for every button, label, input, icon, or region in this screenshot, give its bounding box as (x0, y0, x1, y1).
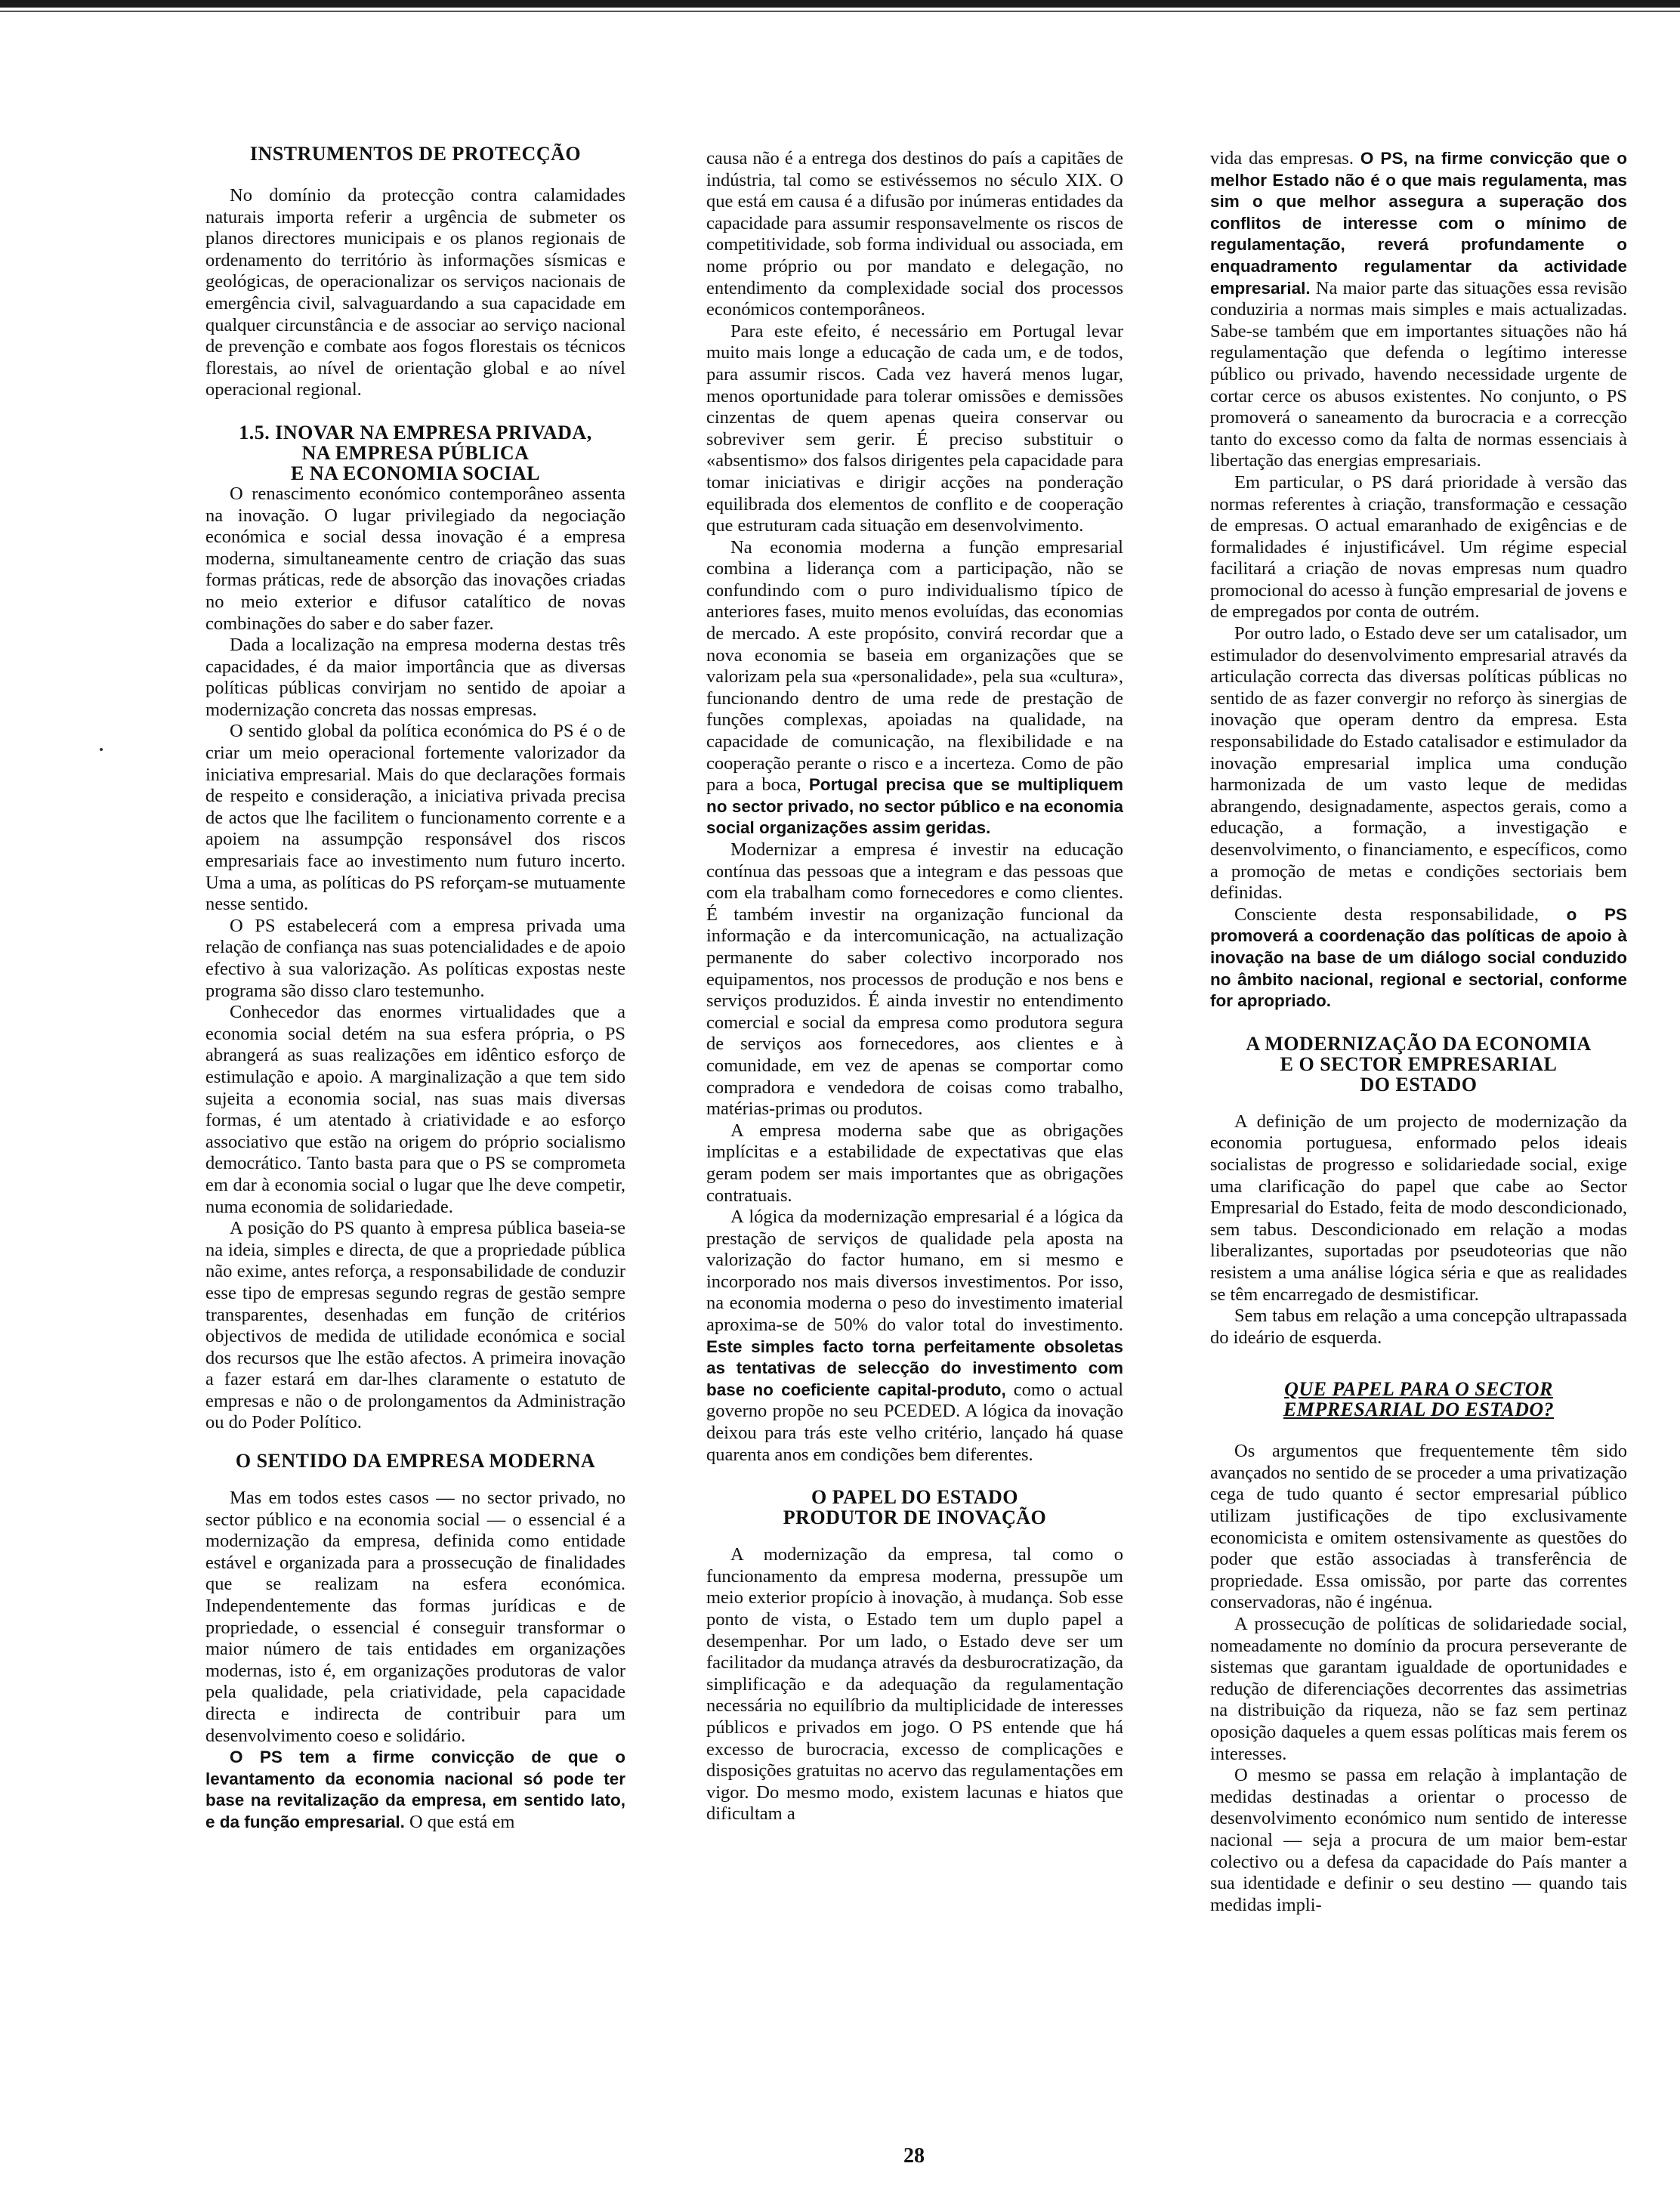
bold-text: o PS promoverá a coordenação das políticas de apoio à inovação na base de um diálogo social conduzido no âmbito nacional, regional e sectorial, conforme for apropriado. (1210, 904, 1627, 1011)
heading-papel-estado-line1: O PAPEL DO ESTADO (811, 1486, 1019, 1509)
paragraph: No domínio da protecção contra calamidades naturais importa referir a urgência de submeter os planos directores municipais e os planos regionais de ordenamento do território às informações sísmicas e geológicas, de operacionalizar os serviços nacionais de emergência civil, salvaguardando a sua capacidade em qualquer circunstância e de associar ao serviço nacional de prevenção e combate aos fogos florestais os técnicos florestais, ao nível de orientação global e ao nível operacional regional. (205, 185, 625, 400)
heading-instrumentos: INSTRUMENTOS DE PROTECÇÃO (249, 144, 582, 165)
heading-inovar-line3: E NA ECONOMIA SOCIAL (291, 462, 540, 484)
heading-papel-estado-line2: PRODUTOR DE INOVAÇÃO (783, 1507, 1047, 1529)
top-border (0, 0, 1680, 8)
heading-modernizacao-line2: E O SECTOR EMPRESARIAL (1280, 1052, 1558, 1075)
text: A lógica da modernização empresarial é a lógica da prestação de serviços de qualidade pela aposta na valorização do factor humano, em si mesmo e incorporado nos mais diversos investimentos. Por isso, na economia moderna o peso do investimento imaterial aproxima-se de 50% do valor total do investimento. (706, 1207, 1123, 1336)
text: vida das empresas. (1210, 148, 1360, 168)
heading-modernizacao-line3: DO ESTADO (1360, 1073, 1478, 1096)
paragraph (1210, 148, 1627, 472)
text: Na maior parte das situações essa revisão conduziria a normas mais simples e mais actualizadas. Sabe-se também que em importantes situações não há regulamentação que defenda o legítimo interesse público ou privado, havendo necessidade urgente de cortar cerce os abusos existentes. No conjunto, o PS promoverá o saneamento da burocracia e a correcção tanto do excesso como da falta de normas essenciais à libertação das energias empresariais. (1210, 277, 1627, 471)
page-number: 28 (903, 2144, 925, 2168)
bold-text: Este simples facto torna perfeitamente obsoletas as tentativas de selecção do investimento com base no coeficiente capital-produto, (706, 1337, 1123, 1399)
text: Na economia moderna a função empresarial combina a liderança com a participação, não se confundindo com o puro individualismo típico de anteriores fases, muito menos evoluídas, das economias de mercado. A este propósito, convirá recordar que a nova economia se baseia em organizações que se valorizam pela sua «personalidade», pela sua «cultura», funcionando dentro de uma rede de prestação de funções complexas, apoiadas na qualidade, na capacidade de comunicação, na flexibilidade e na cooperação perante o risco e a incerteza. Como de pão para a boca, (706, 536, 1123, 796)
paragraph: O sentido global da política económica do PS é o de criar um meio operacional fortemente valorizador da iniciativa empresarial. Mais do que declarações formais de respeito e consideração, a iniciativa privada precisa de actos que lhe facilitem o funcionamento corrente e a apoiem na assumpção responsável dos riscos empresariais face ao investimento num futuro incerto. Uma a uma, as políticas do PS reforçam-se mutuamente nesse sentido. (205, 721, 625, 915)
paragraph: Mas em todos estes casos — no sector privado, no sector público e na economia social — o essencial é a modernização da empresa, definida como entidade estável e organizada para a prossecução de finalidades que se realizam na esfera económica. Independentemente das formas jurídicas e de propriedade, o essencial é conseguir transformar o maior número de tais entidades em organizações modernas, isto é, em organizações produtoras de valor pela qualidade, pela criatividade, pela capacidade directa e indirecta de contribuir para um desenvolvimento coeso e solidário. (205, 1488, 625, 1746)
paragraph: A posição do PS quanto à empresa pública baseia-se na ideia, simples e directa, de que a propriedade pública não exime, antes reforça, a responsabilidade de conduzir esse tipo de empresas segundo regras de gestão sempre transparentes, desenhadas em função de critérios objectivos de medida de utilidade económica e social dos recursos que lhe estão afectos. A primeira inovação a fazer estará em dar-lhes claramente o estatuto de empresas e não o de prolongamentos da Administração ou do Poder Político. (205, 1218, 625, 1433)
paragraph: causa não é a entrega dos destinos do país a capitães de indústria, tal como se estivéssemos no século XIX. O que está em causa é a difusão por inúmeras entidades da capacidade para assumir responsavelmente os riscos de competitividade, sob forma individual ou associada, em nome próprio ou por mandato e delegação, no entendimento da complexidade social dos processos económicos contemporâneos. (706, 148, 1123, 320)
paragraph: A prossecução de políticas de solidariedade social, nomeadamente no domínio da procura perseverante de sistemas que garantam igualdade de oportunidades e redução de diferenciações decorrentes das assimetrias na distribuição da riqueza, não se faz sem pertinaz oposição daqueles a quem essas políticas mais ferem os interesses. (1210, 1614, 1627, 1764)
text: Consciente desta responsabilidade, (1234, 904, 1567, 925)
text: como o actual governo propõe no seu PCEDED. A lógica da inovação deixou para trás este velho critério, lançado há quase quarenta anos em condições bem diferentes. (706, 1379, 1123, 1465)
bold-text: O PS tem a firme convicção de que o levantamento da economia nacional só pode ter base na revitalização da empresa, em sentido lato, e da função empresarial. (205, 1748, 625, 1831)
paragraph: O renascimento económico contemporâneo assenta na inovação. O lugar privilegiado da negociação económica e social dessa inovação é a empresa moderna, simultaneamente centro de criação das suas formas práticas, rede de absorção das inovações criadas no meio exterior e difusor catalítico de novas combinações do saber e do saber fazer. (205, 483, 625, 634)
paragraph (706, 1207, 1123, 1466)
heading-modernizacao-line1: A MODERNIZAÇÃO DA ECONOMIA (1246, 1032, 1592, 1055)
column-1 (205, 144, 625, 2093)
paragraph: A modernização da empresa, tal como o funcionamento da empresa moderna, pressupõe um meio exterior propício à inovação, à mudança. Sob esse ponto de vista, o Estado tem um duplo papel a desempenhar. Por um lado, o Estado deve ser um facilitador da mudança através da desburocratização, da simplificação e da adequação da regulamentação necessária no equilíbrio da multiplicidade de interesses públicos e privados em jogo. O PS entende que há excesso de burocracia, excesso de complicações e disposições gratuitas no acervo das regulamentações em vigor. Do mesmo modo, existem lacunas e hiatos que dificultam a (706, 1544, 1123, 1825)
paragraph: Modernizar a empresa é investir na educação contínua das pessoas que a integram e das pessoas que com ela trabalham como fornecedores e como clientes. É também investir na organização funcional da informação e da intercomunicação, na actualização permanente do saber colectivo incorporado nos equipamentos, nos processos de produção e nos bens e serviços produzidos. É ainda investir no entendimento comercial e social da empresa como produtora segura de serviços aos fornecedores, aos clientes e à comunidade, em vez de apenas se comportar como compradora e vendedora de coisas como trabalho, matérias-primas ou produtos. (706, 839, 1123, 1120)
paragraph: Por outro lado, o Estado deve ser um catalisador, um estimulador do desenvolvimento empresarial através da articulação correcta das diversas políticas públicas no sentido de as fazer convergir no reforço às sinergias de inovação que operam dentro da empresa. Esta responsabilidade do Estado catalisador e estimulador da inovação empresarial implica uma condução harmonizada de um vasto leque de medidas abrangendo, designadamente, aspectos gerais, como a educação, a formação, a investigação e desenvolvimento, o financiamento, e específicos, como a promoção de metas e condições sectoriais bem definidas. (1210, 623, 1627, 904)
heading-sentido-empresa: O SENTIDO DA EMPRESA MODERNA (235, 1450, 596, 1473)
paragraph (1210, 904, 1627, 1012)
heading-que-papel-line1: QUE PAPEL PARA O SECTOR (1284, 1378, 1553, 1401)
paragraph: O PS estabelecerá com a empresa privada uma relação de confiança nas suas potencialidades e de apoio efectivo à sua valorização. As políticas expostas neste programa são disso claro testemunho. (205, 915, 625, 1001)
column-3 (1210, 148, 1627, 2097)
paragraph: O mesmo se passa em relação à implantação de medidas destinadas a orientar o processo de desenvolvimento económico num sentido de interesse nacional — seja a procura de um maior bem-estar colectivo ou a defesa da capacidade do País manter a sua identidade e definir o seu destino — quando tais medidas impli- (1210, 1765, 1627, 1915)
paragraph: A empresa moderna sabe que as obrigações implícitas e a estabilidade de expectativas que elas geram podem ser mais importantes que as obrigações contratuais. (706, 1120, 1123, 1206)
paragraph: Os argumentos que frequentemente têm sido avançados no sentido de se proceder a uma privatização cega de tudo quanto é sector empresarial público utilizam justificações de tipo exclusivamente economicista e omitem ostensivamente as questões do poder que estão associadas à transferência de propriedade. Essa omissão, por parte das correntes conservadoras, não é ingénua. (1210, 1441, 1627, 1613)
paragraph (706, 537, 1123, 839)
paragraph: Para este efeito, é necessário em Portugal levar muito mais longe a educação de cada um, e de todos, para assumir riscos. Cada vez haverá menos lugar, menos oportunidade para tolerar omissões e demissões cinzentas de quem apenas queira conservar ou sobreviver sem gerir. É preciso substituir o «absentismo» dos falsos dirigentes pela capacidade para tomar iniciativas e dirigir acções na ponderação equilibrada dos elementos de conflito e de cooperação que estruturam cada situação em desenvolvimento. (706, 320, 1123, 536)
paragraph: A definição de um projecto de modernização da economia portuguesa, enformado pelos ideais socialistas de progresso e solidariedade social, exige uma clarificação do papel que cabe ao Sector Empresarial do Estado, feita de modo descondicionado, sem tabus. Descondicionado em relação a modas liberalizantes, suportadas por pseudoteorias que não resistem a uma análise lógica séria e que as realidades se têm encarregado de desmistificar. (1210, 1111, 1627, 1305)
column-2 (706, 148, 1123, 2097)
paragraph: Dada a localização na empresa moderna destas três capacidades, é da maior importância que as diversas políticas públicas convirjam no sentido de apoiar a modernização concreta das nossas empresas. (205, 635, 625, 720)
paragraph-bold-lead (205, 1747, 625, 1833)
text: O que está em (404, 1811, 515, 1832)
paragraph: Sem tabus em relação a uma concepção ultrapassada do ideário de esquerda. (1210, 1306, 1627, 1348)
scan-speck (100, 748, 103, 751)
bold-text: Portugal precisa que se multipliquem no sector privado, no sector público e na economia social organizações assim geridas. (706, 775, 1123, 838)
bold-text: O PS, na firme convicção que o melhor Estado não é o que mais regulamenta, mas sim o que melhor assegura a superação dos conflitos de interesse com o mínimo de regulamentação, reverá profundamente o enquadramento regulamentar da actividade empresarial. (1210, 149, 1627, 298)
top-border-thin (0, 11, 1680, 12)
paragraph: Conhecedor das enormes virtualidades que a economia social detém na sua esfera própria, o PS abrangerá as suas realizações em idêntico esforço de estimulação e apoio. A marginalização a que tem sido sujeita a economia social, nas suas mais diversas formas, é um atentado à criatividade e ao esforço associativo que estão na origem do próprio socialismo democrático. Tanto basta para que o PS se comprometa em dar à economia social o lugar que lhe deve competir, numa economia de solidariedade. (205, 1002, 625, 1217)
heading-que-papel-line2: EMPRESARIAL DO ESTADO? (1283, 1398, 1555, 1421)
heading-inovar-line2: NA EMPRESA PÚBLICA (301, 441, 530, 464)
paragraph: Em particular, o PS dará prioridade à versão das normas referentes à criação, transformação e cessação de empresas. O actual emaranhado de exigências e de formalidades é injustificável. Um régime especial facilitará a criação de novas empresas num quadro promocional do acesso à função empresarial de jovens e de empregados por conta de outrém. (1210, 471, 1627, 623)
heading-inovar-line1: 1.5. INOVAR NA EMPRESA PRIVADA, (239, 421, 592, 443)
